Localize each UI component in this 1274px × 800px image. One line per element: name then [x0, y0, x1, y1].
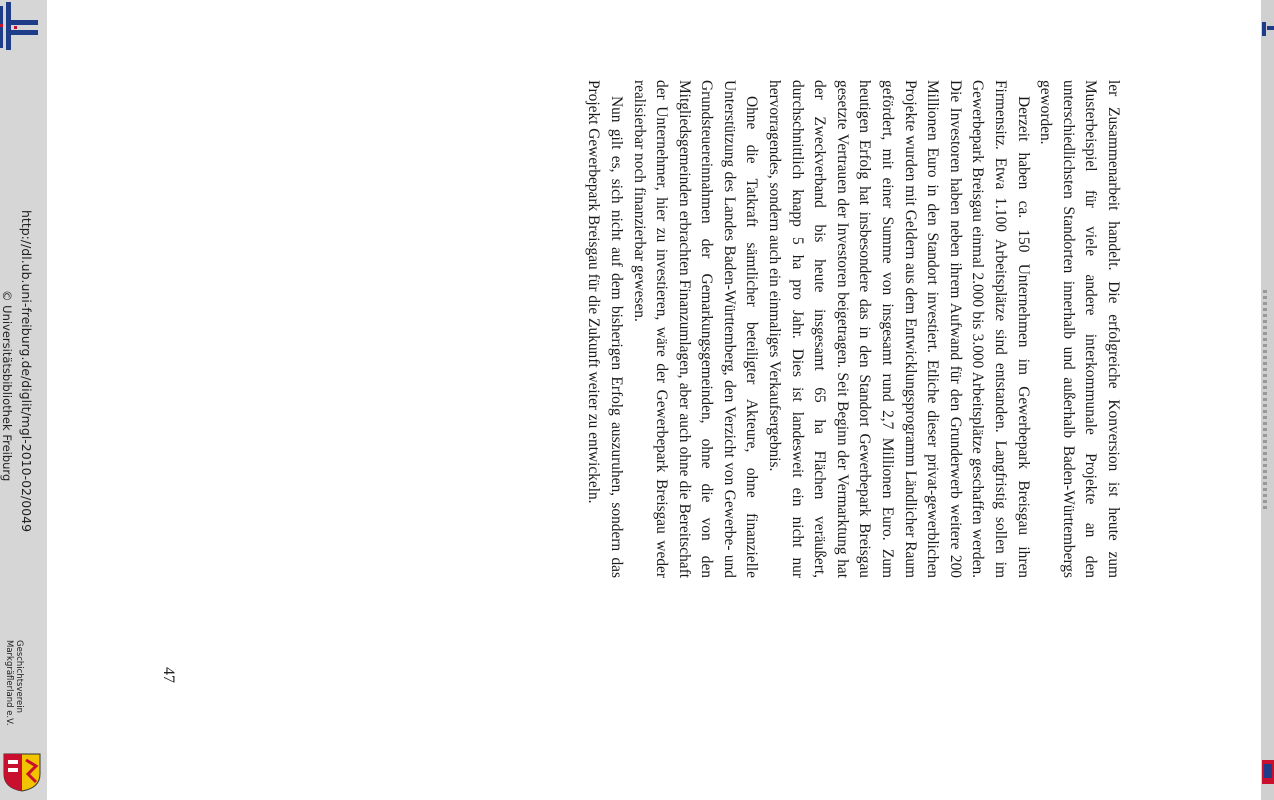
body-text-block [585, 80, 1124, 578]
body-text-rotated [585, 80, 1124, 578]
paragraph-4: Nun gilt es, sich nicht auf dem bisherigen Erfolg auszuruhen, sondern das Projekt Gewerbepark Breisgau für die Zukunft weiter zu entwickeln. [585, 80, 625, 578]
coat-of-arms-icon [2, 752, 42, 792]
page-number-block [158, 664, 178, 686]
url-vertical [18, 210, 34, 582]
page-number: 47 [160, 667, 177, 683]
copyright-text: © Universitätsbibliothek Freiburg [0, 290, 14, 482]
copyright-vertical [0, 290, 14, 510]
bleed-through-text [1262, 290, 1270, 510]
ub-freiburg-logo-icon [0, 0, 40, 52]
org-line-1: Geschichtsverein [14, 640, 24, 714]
paragraph-3: Ohne die Tatkraft sämtlicher beteiligter Akteure, ohne finanzielle Unterstützung des Landes Baden-Württemberg, den Verzicht von Gewerbe- und Grundsteuereinnahmen der Gemarkungsgemeinden, ohne die von den Mitgliedsgemeinden erbrachten Finanzumlagen, aber auch ohne die Bereitschaft der Unternehmer, hier zu investieren, wäre der Gewerbepark Breisgau weder realisierbar noch finanzierbar gewesen. [630, 80, 761, 578]
org-name-block [0, 640, 24, 740]
edge-crest-fragment-icon [1262, 758, 1274, 786]
source-url[interactable]: http://dl.ub.uni-freiburg.de/diglit/mgl-2010-02/0049 [19, 210, 34, 533]
paragraph-2: Derzeit haben ca. 150 Unternehmen im Gewerbepark Breisgau ihren Firmensitz. Etwa 1.100 Arbeitsplätze sind entstanden. Langfristig sollen im Gewerbepark Breisgau einmal 2.000 bis 3.000 Arbeitsplätze geschaffen werden. Die Investoren haben neben ihrem Aufwand für den Grunderwerb weitere 200 Millionen Euro in den Standort investiert. Etliche dieser privat-gewerblichen Projekte wurden mit Geldern aus dem Entwicklungsprogramm Ländlicher Raum gefördert, mit einer Summe von insgesamt rund 2,7 Millionen Euro. Zum heutigen Erfolg hat insbesondere das in den Standort Gewerbepark Breisgau gesetzte Vertrauen der Investoren beigetragen. Seit Beginn der Vermarktung hat der Zweckverband bis heute insgesamt 65 ha Flächen veräußert, durchschnittlich knapp 5 ha pro Jahr. Dies ist landesweit ein nicht nur hervorragendes, sondern auch ein einmaliges Verkaufsergebnis. [766, 80, 1032, 578]
edge-logo-fragment-icon [1262, 22, 1274, 40]
org-line-2: Markgräflerland e.V. [4, 640, 14, 726]
paragraph-1: ler Zusammenarbeit handelt. Die erfolgreiche Konversion ist heute zum Musterbeispiel für viele andere interkommunale Projekte an den unterschiedlichsten Standorten innerhalb und außerhalb Baden-Württembergs geworden. [1037, 80, 1122, 578]
org-name-rotated [0, 640, 24, 740]
